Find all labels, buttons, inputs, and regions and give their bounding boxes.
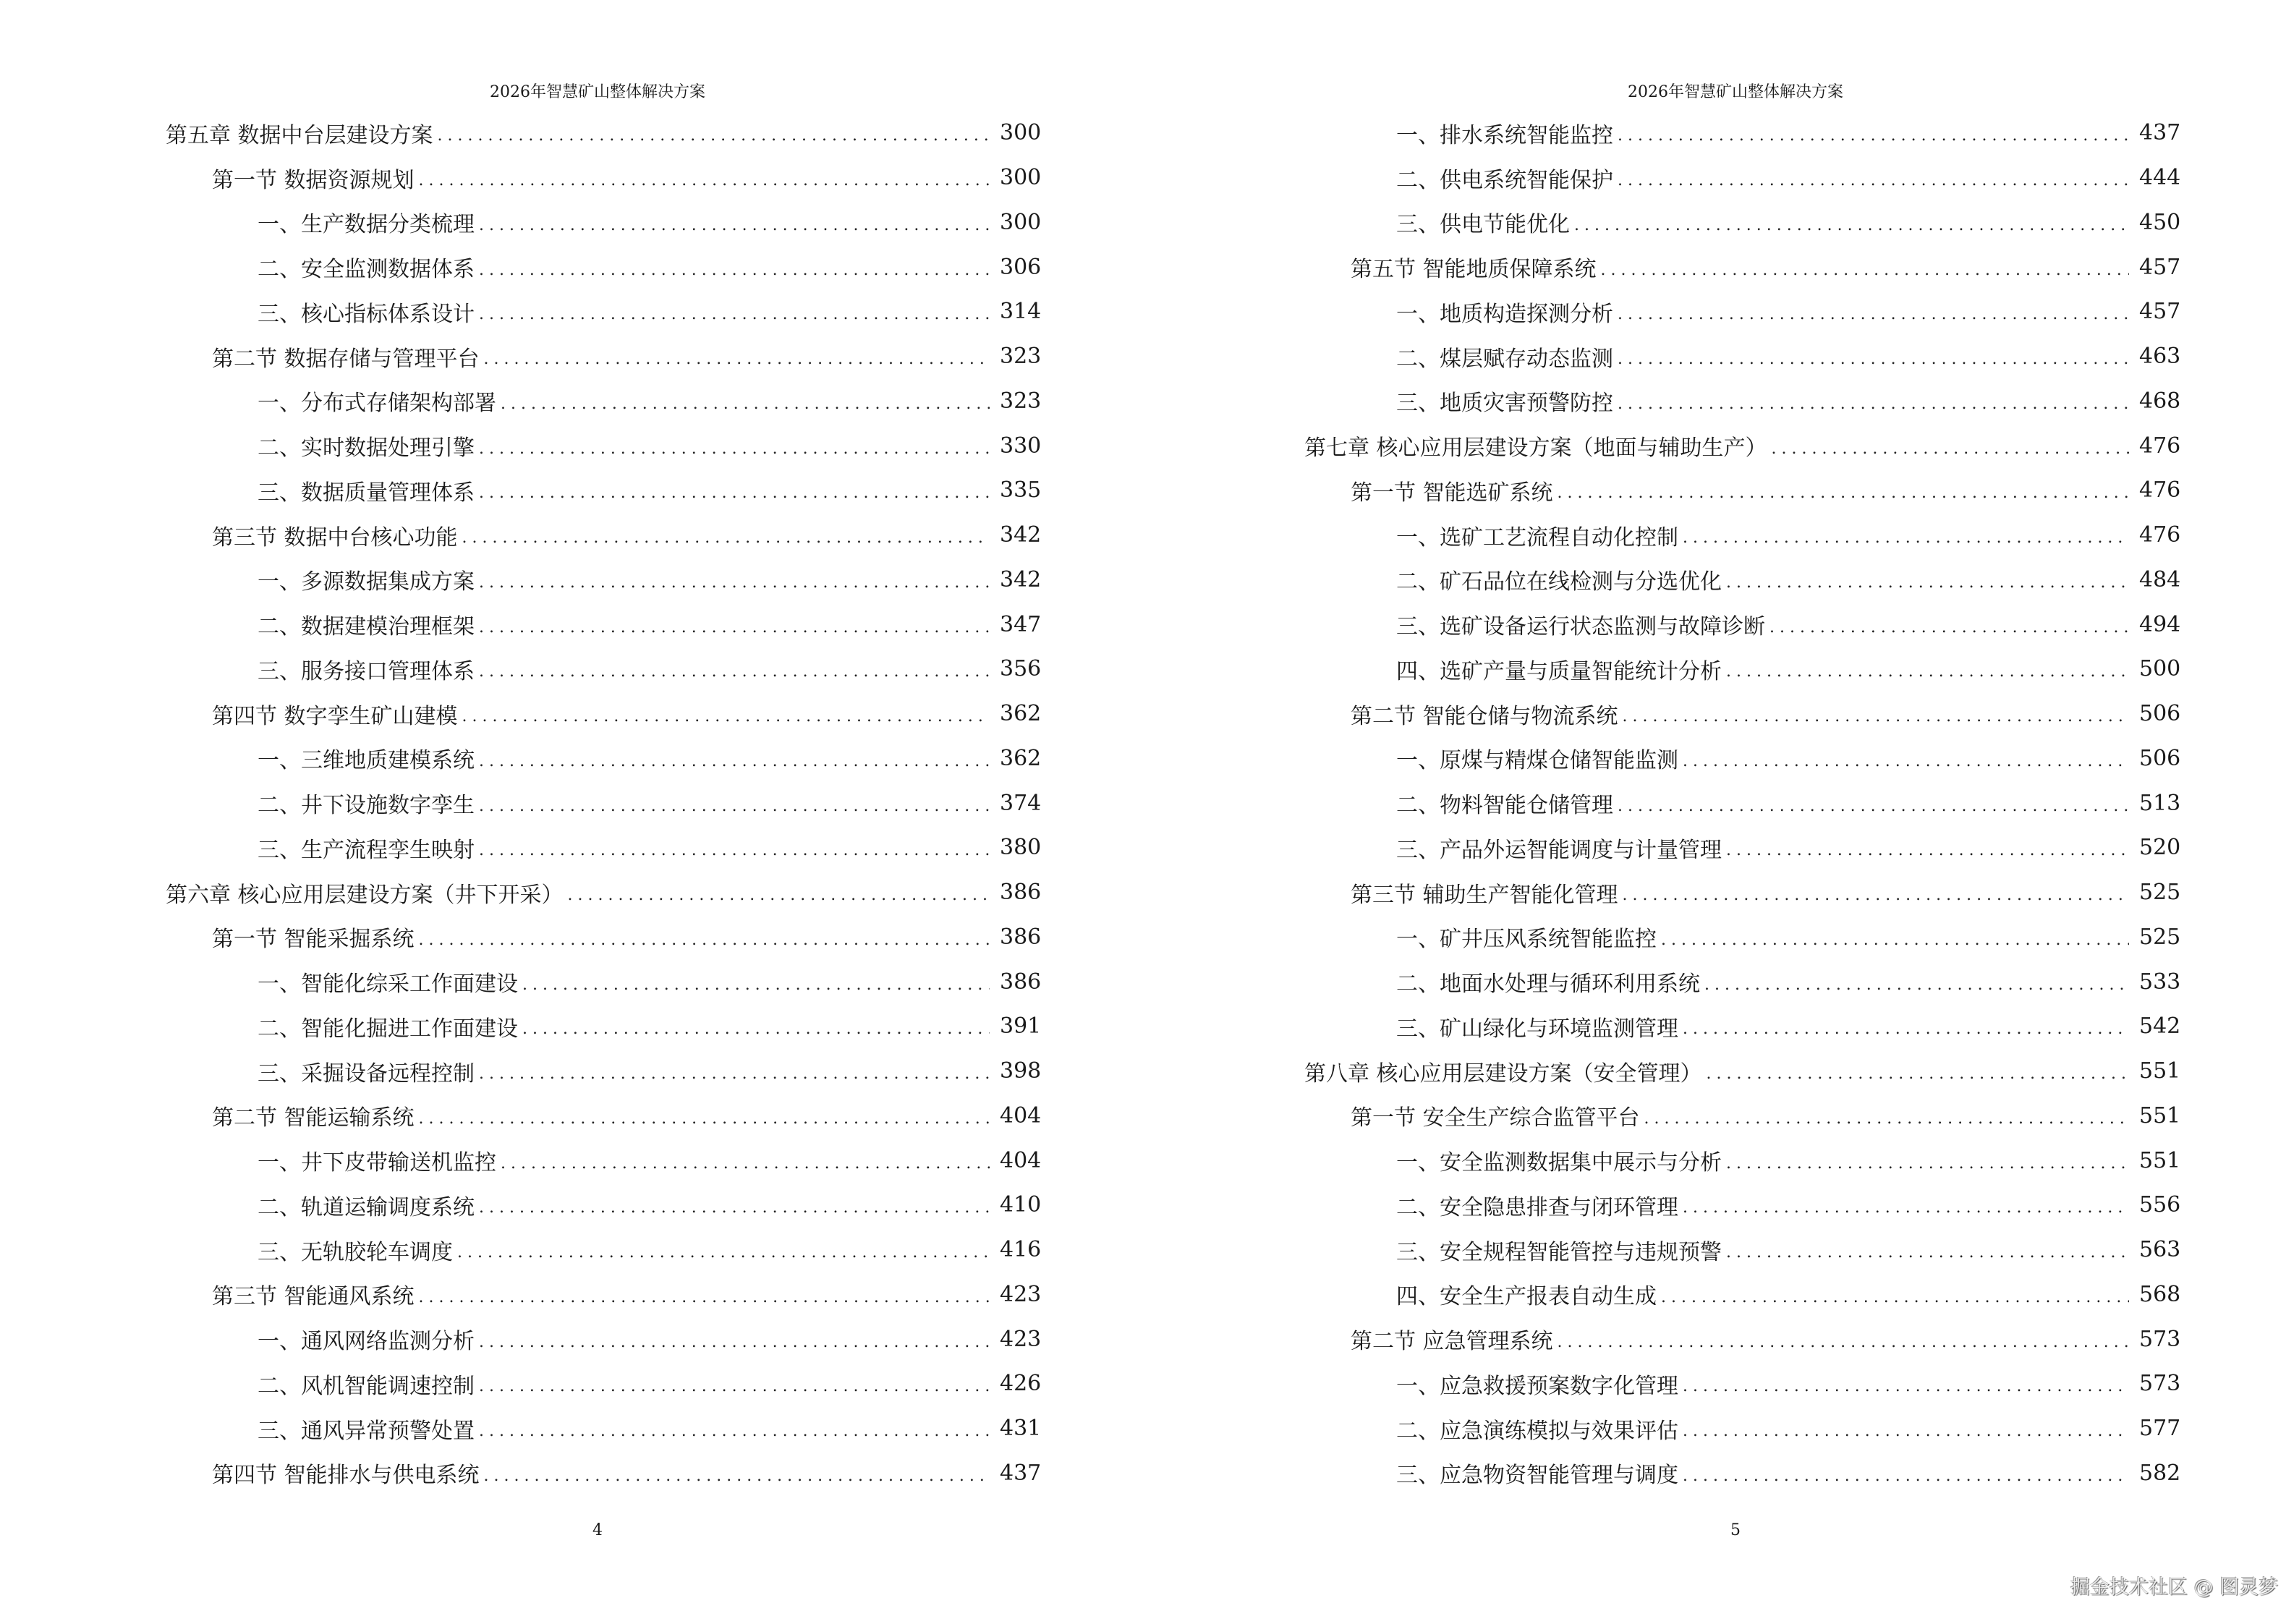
toc-entry-title: 一、智能化综采工作面建设 [258,972,518,998]
toc-entry-title: 第四节 智能排水与供电系统 [212,1463,480,1489]
toc-chapter-entry[interactable] [166,111,1040,156]
toc-section-entry[interactable] [166,1094,1040,1139]
toc-entry-page: 556 [2139,1192,2181,1218]
dot-leader [1618,797,2129,815]
toc-entry-page: 335 [1000,477,1042,503]
toc-section-entry[interactable] [166,156,1040,200]
toc-entry-page: 437 [1000,1460,1042,1486]
toc-entry-page: 300 [1000,209,1042,235]
toc-entry-page: 525 [2139,880,2181,906]
dot-leader [501,1155,990,1173]
dot-leader [438,127,990,145]
dot-leader [479,305,990,323]
toc-subsection-entry[interactable] [166,1049,1040,1094]
toc-subsection-entry[interactable] [166,647,1040,692]
toc-subsection-entry[interactable] [166,602,1040,647]
dot-leader [479,1065,990,1083]
dot-leader [1772,440,2129,458]
toc-entry-page: 386 [1000,969,1042,995]
toc-subsection-entry[interactable] [166,200,1040,245]
toc-entry-title: 第二节 智能仓储与物流系统 [1351,703,1618,729]
toc-entry-title: 第一节 智能采掘系统 [212,927,415,953]
toc-entry-title: 第四节 数字孪生矿山建模 [212,703,458,729]
toc-entry-page: 500 [2139,656,2181,682]
toc-entry-title: 三、选矿设备运行状态监测与故障诊断 [1396,614,1765,640]
toc-entry-page: 323 [1000,388,1042,414]
toc-entry-title: 第二节 智能运输系统 [212,1105,415,1131]
toc-entry-title: 一、地质构造探测分析 [1396,301,1613,327]
toc-subsection-entry[interactable] [1304,379,2180,424]
toc-entry-title: 二、数据建模治理框架 [258,614,475,640]
dot-leader [1661,1288,2129,1306]
dot-leader [1683,752,2129,770]
toc-entry-page: 410 [1000,1192,1042,1218]
toc-entry-title: 二、井下设施数字孪生 [258,793,475,819]
toc-subsection-entry[interactable] [1304,1228,2180,1272]
toc-subsection-entry[interactable] [1304,200,2180,245]
toc-entry-title: 三、矿山绿化与环境监测管理 [1396,1016,1678,1042]
toc-entry-page: 444 [2139,165,2181,191]
toc-subsection-entry[interactable] [1304,602,2180,647]
toc-entry-title: 第六章 核心应用层建设方案（井下开采） [166,882,564,908]
toc-subsection-entry[interactable] [166,959,1040,1004]
dot-leader [1618,171,2129,190]
toc-entry-title: 二、物料智能仓储管理 [1396,793,1613,819]
toc-entry-title: 一、多源数据集成方案 [258,569,475,595]
toc-subsection-entry[interactable] [166,1317,1040,1361]
toc-entry-page: 525 [2139,924,2181,950]
toc-entry-page: 423 [1000,1281,1042,1307]
toc-entry-page: 577 [2139,1416,2181,1442]
toc-entry-page: 542 [2139,1013,2181,1040]
toc-entry-title: 第一节 安全生产综合监管平台 [1351,1105,1640,1131]
toc-entry-title: 三、安全规程智能管控与违规预警 [1396,1239,1722,1265]
watermark: 掘金技术社区 @ 图灵梦 [2070,1576,2279,1599]
toc-section-entry[interactable] [166,1272,1040,1317]
toc-entry-title: 四、安全生产报表自动生成 [1396,1284,1657,1310]
dot-leader [1644,1110,2129,1128]
toc-entry-page: 342 [1000,566,1042,592]
toc-entry-page: 362 [1000,745,1042,771]
toc-subsection-entry[interactable] [166,1228,1040,1272]
dot-leader [1726,1155,2129,1173]
toc-entry-page: 437 [2139,120,2181,146]
toc-subsection-entry[interactable] [1304,781,2180,825]
toc-entry-title: 第一节 数据资源规划 [212,167,415,193]
toc-entry-page: 300 [1000,165,1042,191]
toc-entry-page: 551 [2139,1147,2181,1173]
dot-leader [479,574,990,592]
toc-entry-page: 342 [1000,522,1042,548]
dot-leader [1601,261,2129,279]
toc-entry-title: 第五节 智能地质保障系统 [1351,257,1597,283]
dot-leader [1683,1467,2129,1485]
dot-leader [568,886,990,904]
dot-leader [1623,707,2129,726]
toc-entry-title: 二、地面水处理与循环利用系统 [1396,972,1700,998]
toc-subsection-entry[interactable] [166,558,1040,603]
running-header: 2026年智慧矿山整体解决方案 [1628,83,1843,101]
toc-entry-page: 398 [1000,1058,1042,1084]
dot-leader [1726,1243,2129,1262]
toc-entry-title: 二、轨道运输调度系统 [258,1194,475,1220]
toc-subsection-entry[interactable] [1304,1138,2180,1183]
toc-entry-page: 386 [1000,924,1042,950]
toc-entry-page: 416 [1000,1237,1042,1263]
dot-leader [1683,1377,2129,1395]
dot-leader [479,440,990,458]
toc-entry-page: 457 [2139,254,2181,280]
toc-entry-page: 568 [2139,1281,2181,1307]
toc-subsection-entry[interactable] [1304,647,2180,692]
toc-entry-title: 第二节 数据存储与管理平台 [212,346,480,372]
toc-entry-title: 第三节 辅助生产智能化管理 [1351,882,1618,908]
toc-entry-page: 323 [1000,344,1042,370]
dot-leader [462,707,990,726]
dot-leader [419,1110,990,1128]
toc-entry-page: 468 [2139,388,2181,414]
dot-leader [1769,618,2129,637]
toc-entry-title: 一、三维地质建模系统 [258,748,475,774]
toc-entry-title: 一、井下皮带输送机监控 [258,1150,496,1176]
toc-section-entry[interactable] [166,334,1040,379]
toc-entry-page: 356 [1000,656,1042,682]
toc-entry-page: 520 [2139,835,2181,861]
toc-entry-page: 431 [1000,1416,1042,1442]
table-of-contents [1304,111,2180,1495]
running-header: 2026年智慧矿山整体解决方案 [490,83,705,101]
toc-entry-page: 450 [2139,209,2181,235]
dot-leader [1574,216,2129,234]
dot-leader [1618,127,2129,145]
toc-subsection-entry[interactable] [166,736,1040,781]
toc-section-entry[interactable] [166,513,1040,558]
toc-entry-title: 第八章 核心应用层建设方案（安全管理） [1304,1060,1702,1087]
toc-entry-title: 一、排水系统智能监控 [1396,122,1613,148]
toc-entry-page: 457 [2139,299,2181,325]
toc-chapter-entry[interactable] [166,870,1040,915]
toc-entry-page: 551 [2139,1058,2181,1084]
dot-leader [1618,395,2129,413]
dot-leader [479,484,990,502]
toc-subsection-entry[interactable] [1304,289,2180,334]
toc-entry-title: 四、选矿产量与质量智能统计分析 [1396,658,1722,684]
toc-entry-title: 一、选矿工艺流程自动化控制 [1396,524,1678,550]
toc-entry-title: 三、无轨胶轮车调度 [258,1239,453,1265]
toc-subsection-entry[interactable] [1304,1272,2180,1317]
toc-entry-title: 二、安全监测数据体系 [258,257,475,283]
toc-subsection-entry[interactable] [1304,1361,2180,1406]
toc-entry-page: 533 [2139,969,2181,995]
toc-subsection-entry[interactable] [1304,334,2180,379]
toc-entry-title: 二、供电系统智能保护 [1396,167,1613,193]
toc-section-entry[interactable] [166,915,1040,960]
toc-entry-page: 306 [1000,254,1042,280]
dot-leader [1618,305,2129,323]
toc-subsection-entry[interactable] [166,245,1040,289]
toc-entry-title: 二、安全隐患排查与闭环管理 [1396,1194,1678,1220]
dot-leader [479,663,990,681]
toc-entry-title: 二、智能化掘进工作面建设 [258,1016,518,1042]
dot-leader [1726,841,2129,859]
toc-subsection-entry[interactable] [166,1183,1040,1228]
dot-leader [462,529,990,547]
toc-entry-title: 二、风机智能调速控制 [258,1373,475,1399]
dot-leader [1707,1065,2129,1083]
toc-subsection-entry[interactable] [166,1138,1040,1183]
dot-leader [1558,1333,2129,1351]
dot-leader [1661,931,2129,949]
toc-subsection-entry[interactable] [1304,156,2180,200]
toc-entry-page: 563 [2139,1237,2181,1263]
dot-leader [419,171,990,190]
toc-entry-page: 404 [1000,1147,1042,1173]
toc-subsection-entry[interactable] [166,825,1040,870]
toc-entry-page: 330 [1000,433,1042,459]
dot-leader [501,395,990,413]
toc-section-entry[interactable] [1304,245,2180,289]
toc-entry-title: 三、通风异常预警处置 [258,1418,475,1444]
toc-subsection-entry[interactable] [166,379,1040,424]
dot-leader [479,1422,990,1440]
toc-entry-page: 362 [1000,701,1042,727]
page-number: 5 [1730,1521,1741,1539]
toc-subsection-entry[interactable] [166,781,1040,825]
toc-entry-page: 476 [2139,522,2181,548]
toc-entry-page: 484 [2139,566,2181,592]
toc-entry-title: 三、数据质量管理体系 [258,480,475,506]
toc-entry-page: 423 [1000,1326,1042,1352]
dot-leader [419,1288,990,1306]
toc-entry-page: 380 [1000,835,1042,861]
dot-leader [1683,1199,2129,1217]
table-of-contents [166,111,1040,1495]
toc-section-entry[interactable] [1304,468,2180,513]
toc-entry-page: 506 [2139,745,2181,771]
toc-entry-title: 三、服务接口管理体系 [258,658,475,684]
toc-entry-page: 300 [1000,120,1042,146]
toc-entry-title: 一、生产数据分类梳理 [258,212,475,238]
toc-subsection-entry[interactable] [166,289,1040,334]
dot-leader [522,976,990,994]
toc-entry-page: 314 [1000,299,1042,325]
toc-entry-title: 第二节 应急管理系统 [1351,1329,1553,1355]
dot-leader [1558,484,2129,502]
toc-entry-page: 506 [2139,701,2181,727]
toc-subsection-entry[interactable] [1304,558,2180,603]
toc-entry-page: 347 [1000,611,1042,637]
dot-leader [484,350,990,368]
toc-entry-title: 二、煤层赋存动态监测 [1396,346,1613,372]
toc-chapter-entry[interactable] [1304,423,2180,468]
toc-subsection-entry[interactable] [166,1406,1040,1451]
toc-entry-title: 一、安全监测数据集中展示与分析 [1396,1150,1722,1176]
dot-leader [484,1467,990,1485]
page-number: 4 [592,1521,603,1539]
dot-leader [1683,529,2129,547]
toc-subsection-entry[interactable] [1304,959,2180,1004]
toc-subsection-entry[interactable] [166,468,1040,513]
toc-entry-page: 573 [2139,1371,2181,1397]
dot-leader [479,618,990,637]
dot-leader [479,1199,990,1217]
toc-entry-title: 一、分布式存储架构部署 [258,391,496,417]
toc-entry-title: 三、生产流程孪生映射 [258,837,475,863]
toc-entry-page: 374 [1000,790,1042,816]
dot-leader [1704,976,2129,994]
toc-subsection-entry[interactable] [1304,1406,2180,1451]
toc-entry-title: 第三节 智能通风系统 [212,1284,415,1310]
toc-entry-title: 第三节 数据中台核心功能 [212,524,458,550]
toc-subsection-entry[interactable] [1304,513,2180,558]
toc-entry-title: 二、实时数据处理引擎 [258,435,475,462]
toc-entry-title: 一、矿井压风系统智能监控 [1396,927,1657,953]
dot-leader [1726,574,2129,592]
dot-leader [479,797,990,815]
toc-subsection-entry[interactable] [1304,111,2180,156]
toc-subsection-entry[interactable] [1304,1004,2180,1049]
toc-entry-page: 573 [2139,1326,2181,1352]
toc-entry-title: 第一节 智能选矿系统 [1351,480,1553,506]
toc-section-entry[interactable] [1304,1094,2180,1139]
toc-entry-page: 494 [2139,611,2181,637]
toc-entry-title: 二、应急演练模拟与效果评估 [1396,1418,1678,1444]
toc-subsection-entry[interactable] [166,423,1040,468]
dot-leader [479,261,990,279]
toc-entry-page: 476 [2139,433,2181,459]
toc-section-entry[interactable] [1304,870,2180,915]
toc-section-entry[interactable] [166,1451,1040,1496]
toc-entry-title: 三、核心指标体系设计 [258,301,475,327]
toc-entry-page: 386 [1000,880,1042,906]
dot-leader [1623,886,2129,904]
dot-leader [1683,1020,2129,1038]
toc-entry-title: 一、原煤与精煤仓储智能监测 [1396,748,1678,774]
toc-subsection-entry[interactable] [1304,825,2180,870]
dot-leader [522,1020,990,1038]
toc-entry-title: 三、产品外运智能调度与计量管理 [1396,837,1722,863]
toc-entry-title: 一、通风网络监测分析 [258,1329,475,1355]
toc-entry-title: 第七章 核心应用层建设方案（地面与辅助生产） [1304,435,1767,462]
toc-section-entry[interactable] [1304,692,2180,736]
toc-section-entry[interactable] [166,692,1040,736]
dot-leader [479,752,990,770]
dot-leader [479,1333,990,1351]
toc-subsection-entry[interactable] [1304,1183,2180,1228]
toc-section-entry[interactable] [1304,1317,2180,1361]
toc-entry-title: 三、供电节能优化 [1396,212,1570,238]
toc-entry-page: 426 [1000,1371,1042,1397]
toc-entry-page: 463 [2139,344,2181,370]
dot-leader [1618,350,2129,368]
toc-entry-page: 513 [2139,790,2181,816]
dot-leader [419,931,990,949]
toc-subsection-entry[interactable] [1304,915,2180,960]
toc-entry-title: 二、矿石品位在线检测与分选优化 [1396,569,1722,595]
toc-entry-page: 551 [2139,1102,2181,1128]
toc-subsection-entry[interactable] [1304,1451,2180,1496]
toc-entry-page: 404 [1000,1102,1042,1128]
toc-entry-page: 582 [2139,1460,2181,1486]
dot-leader [1726,663,2129,681]
dot-leader [479,216,990,234]
document-page-right [1143,0,2286,1624]
toc-subsection-entry[interactable] [1304,736,2180,781]
dot-leader [479,1377,990,1395]
dot-leader [1683,1422,2129,1440]
toc-subsection-entry[interactable] [166,1361,1040,1406]
toc-chapter-entry[interactable] [1304,1049,2180,1094]
dot-leader [457,1243,990,1262]
toc-entry-title: 第五章 数据中台层建设方案 [166,122,433,148]
toc-entry-title: 三、地质灾害预警防控 [1396,391,1613,417]
toc-subsection-entry[interactable] [166,1004,1040,1049]
toc-entry-page: 476 [2139,477,2181,503]
toc-entry-page: 391 [1000,1013,1042,1040]
toc-entry-title: 三、采掘设备远程控制 [258,1060,475,1087]
toc-entry-title: 三、应急物资智能管理与调度 [1396,1463,1678,1489]
dot-leader [479,841,990,859]
toc-entry-title: 一、应急救援预案数字化管理 [1396,1373,1678,1399]
